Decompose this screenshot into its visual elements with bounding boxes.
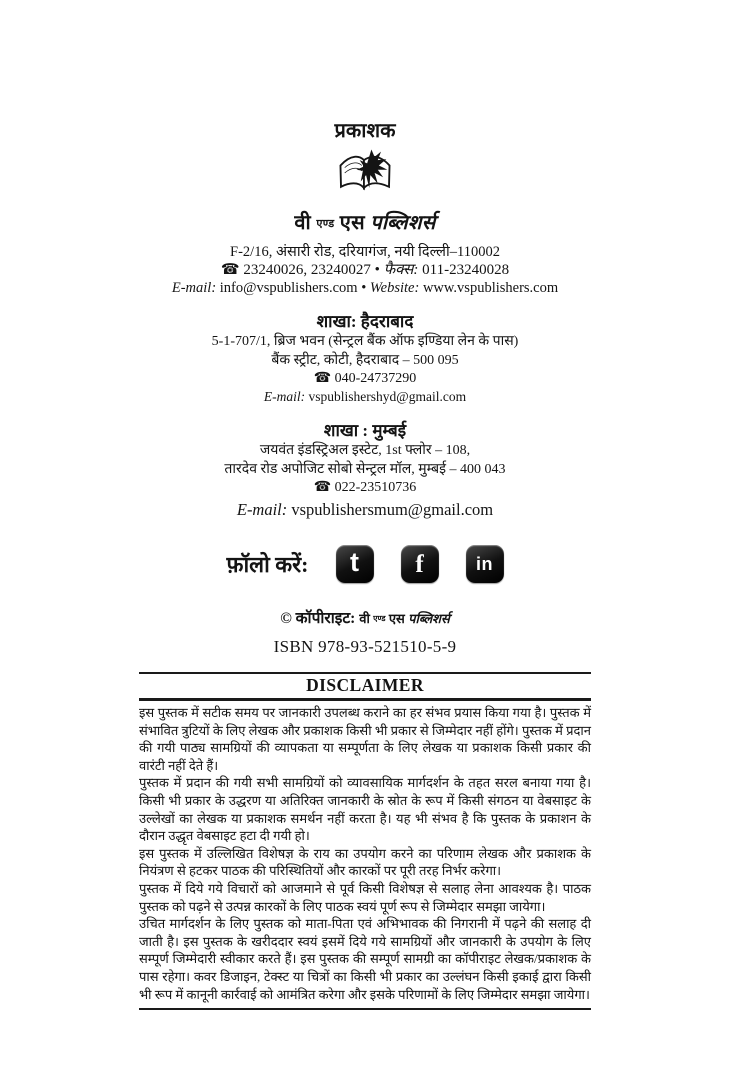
branch-mumbai-address-line2: तारदेव रोड अपोजिट सोबो सेन्ट्रल मॉल, मुम्बई – 400 043	[224, 462, 506, 477]
linkedin-glyph: in	[476, 554, 493, 574]
branch-mumbai-email-line	[139, 499, 591, 521]
disclaimer-text	[139, 701, 591, 1003]
divider-rule	[139, 1008, 591, 1010]
head-office-website: www.vspublishers.com	[422, 280, 559, 296]
email-label: E-mail:	[236, 500, 288, 519]
disclaimer-paragraph: इस पुस्तक में उल्लिखित विशेषज्ञ के राय का उपयोग करने का परिणाम लेखक और प्रकाशक के नियंत्रण से हटकर पाठक की परिस्थितियों और कारकों पर पूरी तरह निर्भर करेगा।	[139, 845, 591, 879]
publisher-heading: प्रकाशक	[334, 120, 396, 142]
copyright-name-publishers: पब्लिशर्स	[408, 611, 450, 626]
facebook-glyph: f	[415, 550, 424, 578]
branch-mumbai-address-line1: जयवंत इंडस्ट्रिअल इस्टेट, 1st फ्लोर – 108,	[259, 443, 471, 458]
phone-icon: ☎	[313, 371, 332, 386]
disclaimer-title: DISCLAIMER	[306, 675, 424, 695]
branch-hyderabad-email: vspublishershyd@gmail.com	[308, 389, 467, 404]
publisher-name-es: एस	[339, 212, 365, 234]
head-office-email: info@vspublishers.com	[219, 280, 358, 296]
branch-hyderabad-phone: 040-24737290	[334, 371, 417, 386]
branch-hyderabad	[139, 311, 591, 406]
branch-hyderabad-heading: शाखा: हैदराबाद	[316, 312, 414, 331]
publisher-name-and: एण्ड	[316, 218, 335, 230]
copyright-name-and: एण्ड	[373, 614, 386, 623]
disclaimer-paragraph: इस पुस्तक में सटीक समय पर जानकारी उपलब्ध कराने का हर संभव प्रयास किया गया है। पुस्तक में संभावित त्रुटियों के लिए लेखक और प्रकाशक किसी भी प्रकार से जिम्मेदार नहीं होंगे। पुस्तक में प्रदान की गयी पाठ्य सामग्रियों की व्यापकता या सम्पूर्णता के लिए लेखक या प्रकाशक किसी प्रकार की वारंटी नहीं देते हैं।	[139, 705, 591, 773]
head-office-fax-number: 011-23240028	[422, 262, 510, 278]
branch-hyderabad-email-line	[139, 388, 591, 406]
fax-label: फैक्स:	[383, 262, 419, 278]
publisher-name	[139, 208, 591, 235]
disclaimer-paragraph: पुस्तक में दिये गये विचारों को आजमाने से पूर्व किसी विशेषज्ञ से सलाह लेना आवश्यक है। पाठक पुस्तक को पढ़ने से उत्पन्न कारकों के लिए पाठक स्वयं पूर्ण रूप से जिम्मेदार समझा जायेगा।	[139, 880, 591, 914]
phone-icon: ☎	[220, 262, 240, 278]
branch-mumbai-phone-line	[139, 479, 591, 497]
branch-mumbai-email: vspublishersmum@gmail.com	[291, 500, 494, 519]
email-label: E-mail:	[263, 389, 306, 404]
open-book-eagle-icon	[333, 146, 397, 202]
disclaimer-paragraph: उचित मार्गदर्शन के लिए पुस्तक को माता-पिता एवं अभिभावक की निगरानी में पढ़ने की सलाह दी जाती है। इस पुस्तक के खरीददार स्वयं इसमें दिये गये सामग्रियों और जानकारी के उपयोग के लिए सम्पूर्ण जिम्मेदारी स्वीकार करते हैं। इस पुस्तक की सम्पूर्ण सामग्री का कॉपीराइट लेखक/प्रकाशक के पास रहेगा। कवर डिजाइन, टेक्स्ट या चित्रों का किसी भी प्रकार का उल्लंघन किसी इकाई द्वारा किसी भी रूप में कानूनी कार्रवाई को आमंत्रित करेगा और इसके परिणामों के लिए जिम्मेदार समझा जायेगा।	[139, 916, 591, 1002]
branch-mumbai-phone: 022-23510736	[334, 480, 417, 495]
isbn: ISBN 978-93-521510-5-9	[273, 637, 457, 656]
twitter-icon[interactable]	[336, 545, 374, 583]
phone-icon: ☎	[313, 480, 332, 495]
branch-hyderabad-phone-line	[139, 370, 591, 388]
branch-hyderabad-address-line2: बैंक स्ट्रीट, कोटी, हैदराबाद – 500 095	[271, 353, 459, 368]
disclaimer-paragraph: पुस्तक में प्रदान की गयी सभी सामग्रियों को व्यावसायिक मार्गदर्शन के तहत सरल बनाया गया है। किसी भी प्रकार के उद्धरण या अतिरिक्त जानकारी के स्रोत के रूप में किसी संगठन या वेबसाइट के उल्लेखों का लेखक या प्रकाशक समर्थन नहीं करता है। यह भी संभव है कि पुस्तक के प्रकाशन के दौरान उद्धृत वेबसाइट हटा दी गयी हो।	[139, 775, 591, 844]
publisher-name-vee: वी	[294, 212, 311, 234]
head-office-phone-line	[139, 262, 591, 279]
follow-us-label: फ़ॉलो करें:	[226, 552, 309, 577]
branch-mumbai	[139, 420, 591, 521]
head-office-phone-numbers: 23240026, 23240027	[243, 262, 371, 278]
copyright-line	[139, 606, 591, 628]
branch-mumbai-heading: शाखा : मुम्बई	[323, 421, 407, 440]
disclaimer-section	[139, 672, 591, 1010]
copyright-name-es: एस	[388, 611, 405, 626]
publisher-name-publishers: पब्लिशर्स	[370, 212, 436, 234]
linkedin-icon[interactable]	[466, 545, 504, 583]
email-label: E-mail:	[171, 280, 217, 296]
bullet-separator: •	[361, 280, 367, 296]
copyright-publisher-name	[359, 611, 450, 626]
imprint-page	[139, 0, 591, 1010]
follow-us-row	[139, 545, 591, 583]
branch-hyderabad-address-line1: 5-1-707/1, ब्रिज भवन (सेन्ट्रल बैंक ऑफ इण्डिया लेन के पास)	[211, 334, 519, 349]
publisher-logo	[139, 146, 591, 207]
bullet-separator: •	[374, 262, 380, 278]
copyright-name-vee: वी	[359, 611, 370, 626]
facebook-icon[interactable]	[401, 545, 439, 583]
head-office-address: F-2/16, अंसारी रोड, दरियागंज, नयी दिल्ली–110002	[230, 244, 500, 260]
twitter-glyph: t	[350, 547, 359, 577]
copyright-label: कॉपीराइट:	[295, 610, 356, 627]
website-label: Website:	[369, 280, 420, 296]
head-office-web-line	[139, 280, 591, 297]
copyright-symbol: ©	[280, 610, 292, 627]
